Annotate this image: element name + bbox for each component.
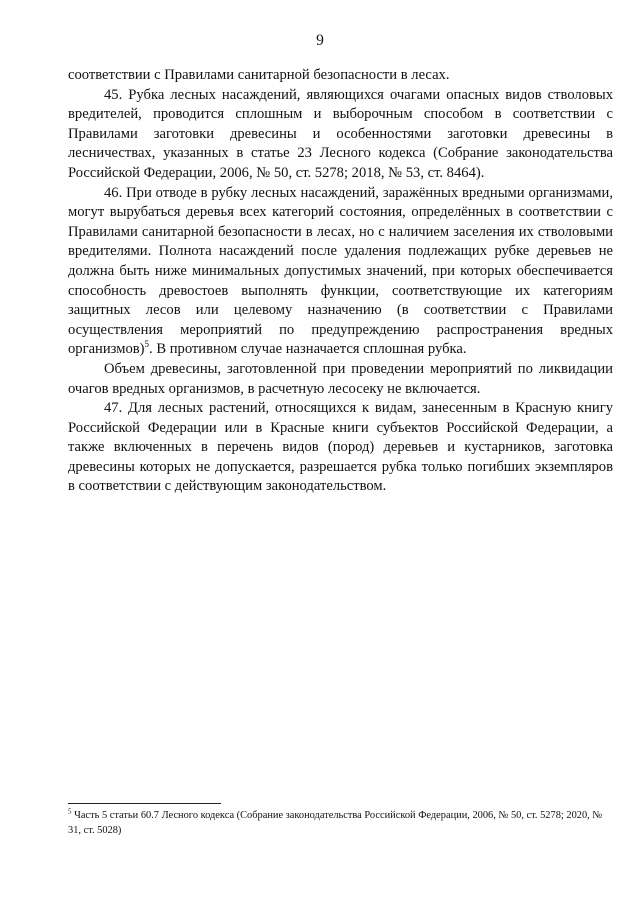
footnote-text: Часть 5 статьи 60.7 Лесного кодекса (Собрание законодательства Российской Федерации, 2006, № 50, ст. 5278; 2020, № 31, ст. 5028): [68, 810, 603, 836]
paragraph-47: 47. Для лесных растений, относящихся к видам, занесенным в Красную книгу Российской Федерации или в Красные книги субъектов Российской Федерации, а также включенных в перечень видов (пород) деревьев и кустарников, заготовка древесины которых не допускается, разрешается рубка только погибших экземпляров в соответствии с действующим законодательством.: [68, 400, 613, 495]
paragraph-volume: Объем древесины, заготовленной при проведении мероприятий по ликвидации очагов вредных организмов, в расчетную лесосеку не включается.: [68, 360, 613, 397]
footnote-marker: 5: [68, 807, 72, 816]
paragraph-continuation: соответствии с Правилами санитарной безопасности в лесах.: [68, 67, 450, 83]
footnote-reference[interactable]: 5: [144, 339, 150, 350]
paragraph-46-text: 46. При отводе в рубку лесных насаждений, заражённых вредными организмами, могут вырубаться деревья всех категорий состояния, определённых в соответствии с Правилами санитарной безопасности в лесах, но с наличием заселения их стволовыми вредителями. Полнота насаждений после удаления подлежащих рубке деревьев не должна быть ниже минимальных допустимых значений, при которых обеспечивается способность древостоев выполнять функции, соответствующие их категориям защитных лесов или целевому назначению (в соответствии с Правилами осуществления мероприятий по предупреждению распространения вредных организмов): [68, 184, 613, 358]
paragraph-46-text-end: . В противном случае назначается сплошная рубка.: [149, 341, 467, 358]
document-body: [68, 66, 613, 497]
footnote: [68, 808, 613, 838]
paragraph-46: [68, 184, 613, 360]
footnote-divider: [68, 803, 221, 804]
paragraph-45: 45. Рубка лесных насаждений, являющихся очагами опасных видов стволовых вредителей, проводится сплошным и выборочным способом в соответствии с Правилами заготовки древесины и особенностями заготовки древесины в лесничествах, указанных в статье 23 Лесного кодекса (Собрание законодательства Российской Федерации, 2006, № 50, ст. 5278; 2018, № 53, ст. 8464).: [68, 86, 613, 181]
page-number: 9: [316, 32, 324, 49]
